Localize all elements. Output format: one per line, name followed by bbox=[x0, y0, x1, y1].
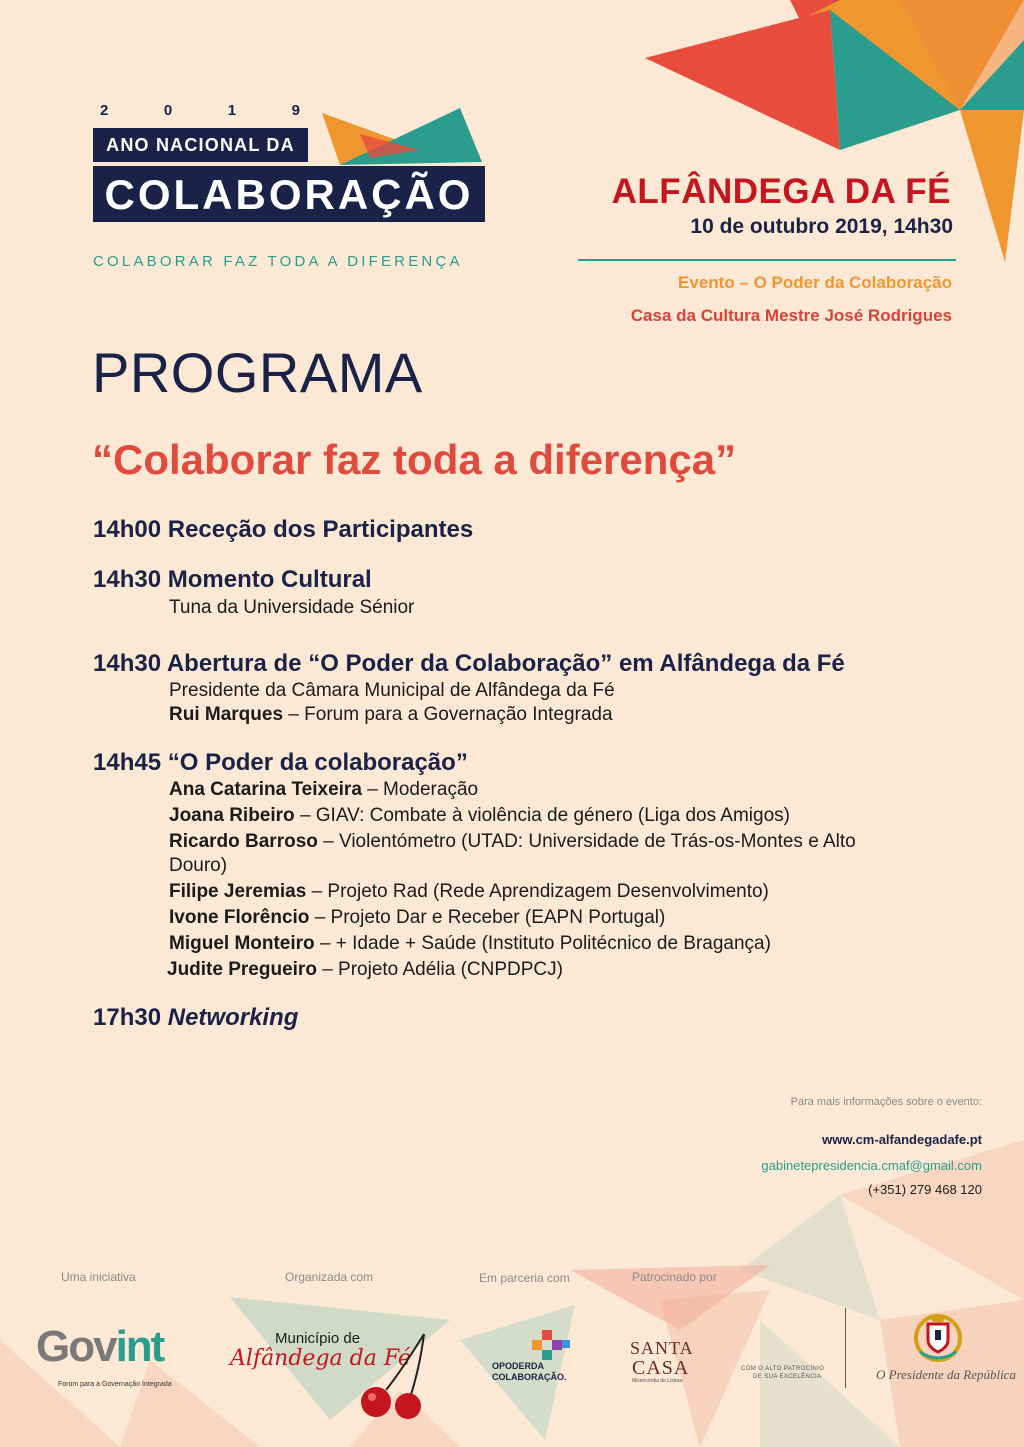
email-link[interactable]: gabinetepresidencia.cmaf@gmail.com bbox=[761, 1158, 982, 1173]
santa-casa-subtitle: Misericórdia de Lisboa bbox=[632, 1378, 683, 1384]
divider bbox=[578, 259, 956, 261]
poder-logo-line2: COLABORAÇÃO. bbox=[492, 1372, 567, 1382]
speaker bbox=[167, 957, 563, 983]
speaker-cont: Douro) bbox=[169, 855, 228, 876]
municipio-logo-line1: Município de bbox=[275, 1330, 361, 1347]
santa-casa-line2: CASA bbox=[632, 1357, 690, 1379]
logo-line2: COLABORAÇÃO bbox=[93, 166, 485, 222]
item-line: Tuna da Universidade Sénior bbox=[169, 597, 415, 618]
item-title: Momento Cultural bbox=[167, 566, 372, 593]
program-item bbox=[93, 749, 468, 777]
event-venue: Casa da Cultura Mestre José Rodrigues bbox=[630, 306, 952, 325]
speaker-desc: – Projeto Dar e Receber (EAPN Portugal) bbox=[314, 907, 666, 928]
program-item bbox=[93, 1004, 298, 1032]
year-digit: 1 bbox=[227, 102, 237, 119]
item-title: Networking bbox=[167, 1004, 299, 1031]
logo-tagline: COLABORAR FAZ TODA A DIFERENÇA bbox=[93, 253, 463, 270]
year-digit: 9 bbox=[291, 102, 300, 119]
municipio-logo-line2: Alfândega da Fé bbox=[230, 1346, 411, 1371]
event-date: 10 de outubro 2019, 14h30 bbox=[690, 215, 953, 238]
speaker-name: Judite Pregueiro bbox=[167, 959, 317, 980]
speaker-name: Ana Catarina Teixeira bbox=[169, 779, 362, 800]
speaker bbox=[169, 905, 665, 931]
speaker bbox=[169, 803, 790, 829]
item-time: 14h30 bbox=[93, 566, 162, 593]
alto-patrocinio-line2: DE SUA EXCELÊNCIA bbox=[753, 1374, 822, 1380]
speaker-desc: – Violentómetro (UTAD: Universidade de Trás-os-Montes e Alto bbox=[323, 831, 856, 852]
speaker-desc: – + Idade + Saúde (Instituto Politécnico de Bragança) bbox=[319, 933, 771, 954]
item-line: Presidente da Câmara Municipal de Alfândega da Fé bbox=[169, 680, 615, 701]
year-digit: 2 bbox=[100, 102, 109, 119]
santa-casa-line1: SANTA bbox=[630, 1338, 694, 1358]
speaker-name: Joana Ribeiro bbox=[169, 805, 295, 826]
program-item bbox=[93, 566, 372, 594]
speaker-desc: – Forum para a Governação Integrada bbox=[288, 704, 613, 725]
speaker bbox=[169, 777, 478, 803]
speaker bbox=[169, 931, 771, 957]
item-title: Receção dos Participantes bbox=[167, 516, 474, 543]
item-title: Abertura de “O Poder da Colaboração” em Alfândega da Fé bbox=[166, 650, 845, 677]
footer-label: Em parceria com bbox=[479, 1271, 570, 1285]
logo-year bbox=[100, 102, 300, 119]
govint-subtitle: Forum para a Governação Integrada bbox=[58, 1381, 172, 1388]
item-time: 14h00 bbox=[93, 516, 162, 543]
footer-divider bbox=[845, 1308, 846, 1388]
phone-number: (+351) 279 468 120 bbox=[868, 1182, 982, 1197]
speaker-name: Filipe Jeremias bbox=[169, 881, 307, 902]
footer-label: Uma iniciativa bbox=[61, 1270, 136, 1284]
program-item bbox=[93, 516, 473, 544]
item-time: 14h30 bbox=[93, 650, 162, 677]
program-quote: “Colaborar faz toda a diferença” bbox=[92, 436, 737, 483]
program-item bbox=[93, 650, 845, 678]
speaker-name: Ricardo Barroso bbox=[169, 831, 318, 852]
speaker-name: Ivone Florêncio bbox=[169, 907, 310, 928]
cherry-icon bbox=[348, 1330, 440, 1422]
speaker-desc: – Moderação bbox=[367, 779, 479, 800]
year-digit: 0 bbox=[163, 102, 173, 119]
speaker bbox=[169, 829, 856, 855]
govint-logo: Govint bbox=[36, 1322, 164, 1371]
coat-of-arms-icon bbox=[906, 1312, 970, 1364]
speaker bbox=[169, 702, 613, 728]
footer-label: Patrocinado por bbox=[632, 1270, 717, 1284]
footer-label: Organizada com bbox=[285, 1270, 374, 1284]
info-label: Para mais informações sobre o evento: bbox=[790, 1096, 982, 1108]
speaker-desc: – GIAV: Combate à violência de género (Liga dos Amigos) bbox=[299, 805, 790, 826]
item-time: 14h45 bbox=[93, 749, 162, 776]
speaker bbox=[169, 879, 769, 905]
speaker-desc: – Projeto Rad (Rede Aprendizagem Desenvolvimento) bbox=[311, 881, 769, 902]
speaker-desc: – Projeto Adélia (CNPDPCJ) bbox=[322, 959, 563, 980]
logo-line1: ANO NACIONAL DA bbox=[93, 128, 308, 162]
page-title: PROGRAMA bbox=[92, 341, 423, 404]
event-city: ALFÂNDEGA DA FÉ bbox=[611, 172, 951, 211]
speaker-name: Miguel Monteiro bbox=[169, 933, 315, 954]
poder-logo-line1: OPODERDA bbox=[492, 1361, 545, 1371]
item-time: 17h30 bbox=[93, 1004, 162, 1031]
alto-patrocinio-line1: COM O ALTO PATROCÍNIO bbox=[741, 1366, 825, 1372]
website-link[interactable]: www.cm-alfandegadafe.pt bbox=[822, 1132, 982, 1147]
speaker-name: Rui Marques bbox=[169, 704, 284, 725]
presidente-republica: O Presidente da República bbox=[876, 1367, 1016, 1382]
item-title: “O Poder da colaboração” bbox=[167, 749, 468, 776]
event-name: Evento – O Poder da Colaboração bbox=[678, 273, 952, 292]
